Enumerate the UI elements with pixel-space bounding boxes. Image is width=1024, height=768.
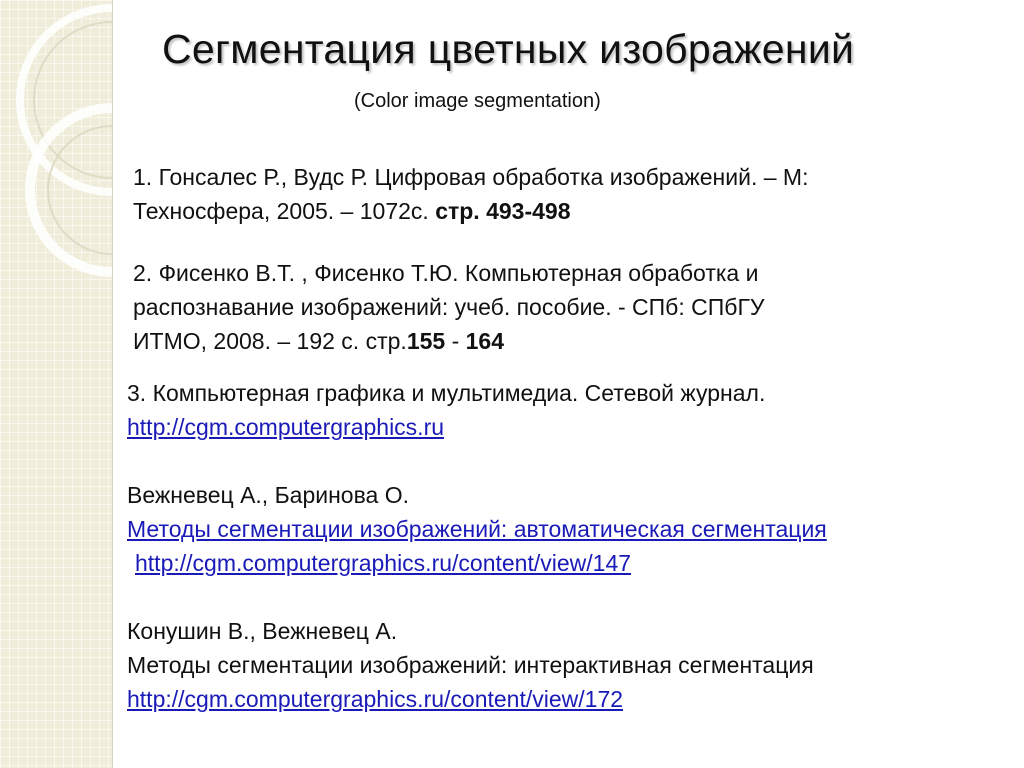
slide-subtitle: (Color image segmentation)	[354, 90, 601, 112]
decorative-side-panel	[0, 0, 113, 768]
decorative-circles	[0, 0, 112, 768]
reference-4-url-link[interactable]: http://cgm.computergraphics.ru/content/view/147	[135, 550, 632, 576]
reference-2-line-3	[133, 324, 765, 358]
reference-2	[133, 256, 765, 358]
reference-4	[127, 478, 827, 580]
reference-4-authors: Вежневец А., Баринова О.	[127, 482, 410, 508]
reference-3	[127, 376, 765, 444]
reference-1	[133, 160, 808, 228]
reference-4-article-link[interactable]: Методы сегментации изображений: автоматическая сегментация	[127, 516, 827, 542]
reference-2-line-2: распознавание изображений: учеб. пособие. - СПб: СПбГУ	[133, 294, 765, 320]
reference-1-publisher: Техносфера, 2005. – 1072с.	[133, 198, 436, 224]
reference-3-line-1: 3. Компьютерная графика и мультимедиа. Сетевой журнал.	[127, 380, 766, 406]
reference-2-page-from: 155	[406, 328, 446, 354]
reference-1-line-1: 1. Гонсалес Р., Вудс Р. Цифровая обработка изображений. – М:	[133, 164, 809, 190]
reference-5-authors: Конушин В., Вежневец А.	[127, 618, 398, 644]
reference-2-separator: -	[445, 328, 466, 354]
reference-3-url-link[interactable]: http://cgm.computergraphics.ru	[127, 414, 445, 440]
reference-5-article: Методы сегментации изображений: интерактивная сегментация	[127, 652, 814, 678]
reference-1-line-2	[133, 194, 808, 228]
slide-title: Сегментация цветных изображений	[162, 26, 855, 72]
reference-2-publisher: ИТМО, 2008. – 192 с. стр.	[133, 328, 407, 354]
reference-2-line-1: 2. Фисенко В.Т. , Фисенко Т.Ю. Компьютерная обработка и	[133, 260, 759, 286]
reference-1-pages: стр. 493-498	[435, 198, 571, 224]
reference-2-page-to: 164	[465, 328, 505, 354]
reference-5-url-link[interactable]: http://cgm.computergraphics.ru/content/view/172	[127, 686, 624, 712]
reference-5	[127, 614, 814, 716]
